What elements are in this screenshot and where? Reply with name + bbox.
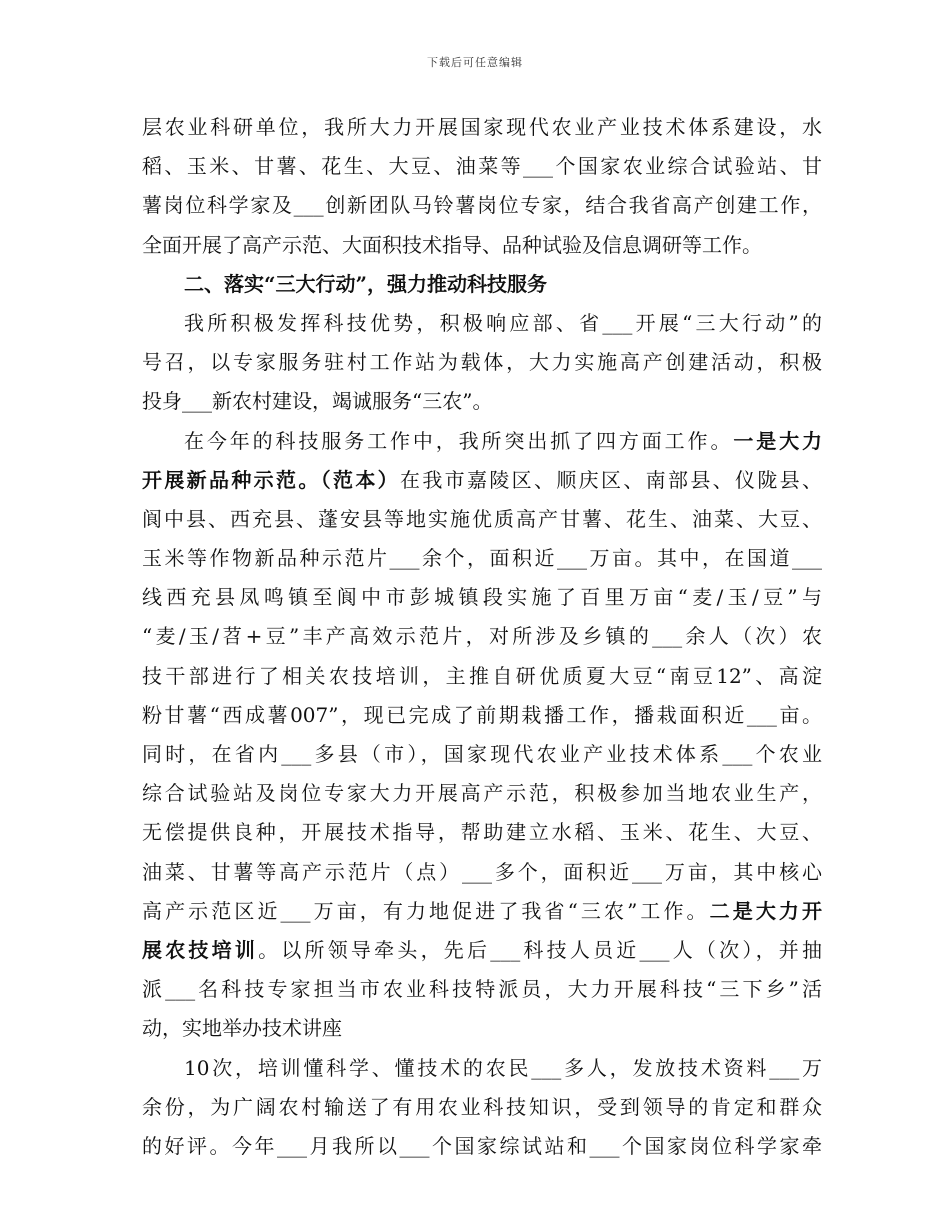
text-segment: 二、落实“三大行动”，强力推动科技服务 — [184, 271, 548, 296]
text-segment: 我所积极发挥科技优势，积极响应部、省___开展“三大行动”的 — [184, 310, 822, 335]
text-line — [142, 1009, 822, 1048]
text-line — [142, 1127, 822, 1166]
text-line — [142, 304, 822, 343]
text-line — [142, 539, 822, 578]
text-segment: 派___名科技专家担当市农业科技特派员，大力开展科技“三下乡”活 — [142, 977, 822, 1002]
text-line — [142, 500, 822, 539]
text-segment: 高产示范区近___万亩，有力地促进了我省“三农”工作。 — [142, 898, 710, 923]
text-line — [142, 892, 822, 931]
text-line — [142, 774, 822, 813]
text-segment: 油菜、甘薯等高产示范片（点）___多个，面积近___万亩，其中核心 — [142, 859, 822, 884]
text-segment: 。以所领导牵头，先后___科技人员近___人（次），并抽 — [258, 937, 823, 962]
document-body — [142, 108, 822, 1166]
text-line — [142, 657, 822, 696]
text-segment: 薯岗位科学家及___创新团队马铃薯岗位专家，结合我省高产创建工作， — [142, 193, 822, 218]
page-header: 下载后可任意编辑 — [427, 56, 523, 69]
text-segment: 投身___新农村建设，竭诚服务“三农”。 — [142, 389, 493, 414]
text-segment: 10次，培训懂科学、懂技术的农民___多人，发放技术资料___万 — [184, 1055, 822, 1080]
bold-text-segment: 展农技培训 — [142, 937, 259, 962]
text-segment: 在我市嘉陵区、顺庆区、南部县、仪陇县、 — [400, 467, 822, 492]
text-segment: “麦/玉/苕+豆”丰产高效示范片，对所涉及乡镇的___余人（次）农 — [142, 624, 822, 649]
text-segment: 余份，为广阔农村输送了有用农业科技知识，受到领导的肯定和群众 — [142, 1094, 822, 1119]
bold-text-segment: 一是大力 — [733, 428, 823, 453]
text-segment: 动，实地举办技术讲座 — [142, 1016, 342, 1041]
bold-text-segment: 二是大力开 — [709, 898, 823, 923]
text-line — [142, 696, 822, 735]
text-line — [142, 813, 822, 852]
text-line — [142, 343, 822, 382]
text-line — [142, 1088, 822, 1127]
text-line — [142, 931, 822, 970]
text-line — [142, 147, 822, 186]
text-line — [142, 108, 822, 147]
text-line — [142, 382, 822, 421]
text-segment: 同时，在省内___多县（市），国家现代农业产业技术体系___个农业 — [142, 742, 822, 766]
text-line — [142, 617, 822, 656]
text-line — [142, 226, 822, 265]
text-segment: 玉米等作物新品种示范片___余个，面积近___万亩。其中，在国道___ — [142, 546, 822, 571]
text-segment: 粉甘薯“西成薯007”，现已完成了前期栽播工作，播栽面积近___亩。 — [142, 702, 822, 727]
text-line — [142, 735, 822, 774]
text-segment: 层农业科研单位，我所大力开展国家现代农业产业技术体系建设，水 — [142, 115, 822, 139]
text-line — [142, 970, 822, 1009]
text-line — [142, 186, 822, 225]
text-segment: 的好评。今年___月我所以___个国家综试站和___个国家岗位科学家牵 — [142, 1133, 822, 1158]
text-segment: 综合试验站及岗位专家大力开展高产示范，积极参加当地农业生产， — [142, 781, 822, 806]
text-segment: 稻、玉米、甘薯、花生、大豆、油菜等___个国家农业综合试验站、甘 — [142, 154, 822, 179]
section-heading — [142, 265, 822, 304]
text-line — [142, 422, 822, 461]
text-segment: 全面开展了高产示范、大面积技术指导、品种试验及信息调研等工作。 — [142, 232, 762, 257]
text-line — [142, 578, 822, 617]
text-line — [142, 461, 822, 500]
text-segment: 号召，以专家服务驻村工作站为载体，大力实施高产创建活动，积极 — [142, 350, 822, 375]
text-line — [142, 853, 822, 892]
text-segment: 在今年的科技服务工作中，我所突出抓了四方面工作。 — [184, 428, 734, 453]
text-line — [142, 1049, 822, 1088]
bold-text-segment: 开展新品种示范。（范本） — [142, 467, 400, 492]
text-segment: 线西充县凤鸣镇至阆中市彭城镇段实施了百里万亩“麦/玉/豆”与 — [142, 585, 822, 610]
text-segment: 阆中县、西充县、蓬安县等地实施优质高产甘薯、花生、油菜、大豆、 — [142, 506, 822, 531]
text-segment: 技干部进行了相关农技培训，主推自研优质夏大豆“南豆12”、高淀 — [142, 663, 822, 688]
text-segment: 无偿提供良种，开展技术指导，帮助建立水稻、玉米、花生、大豆、 — [142, 820, 822, 845]
